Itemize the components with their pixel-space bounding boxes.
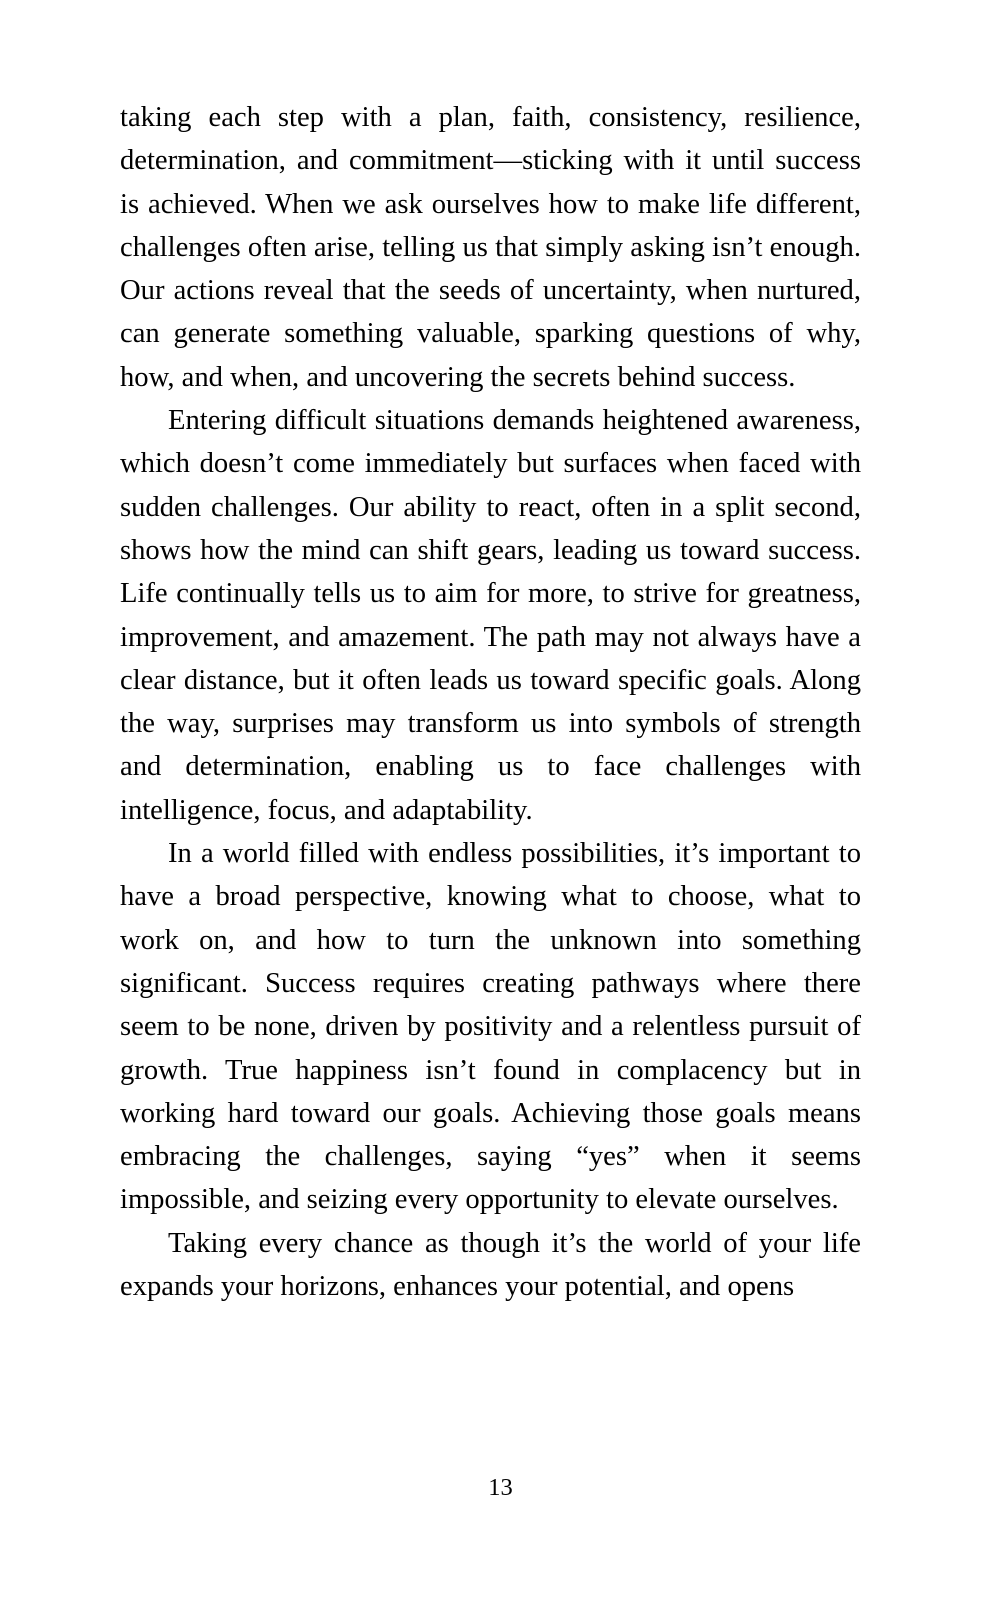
paragraph-3: In a world filled with endless possibilities, it’s important to have a broad perspective, knowing what to choose, what to work on, and how to turn the unknown into something significant. Success requires creating pathways where there seem to be none, driven by positivity and a relentless pursuit of growth. True happiness isn’t found in complacency but in working hard toward our goals. Achieving those goals means embracing the challenges, saying “yes” when it seems impossible, and seizing every opportunity to elevate ourselves.	[120, 838, 861, 1216]
body-text-column	[120, 96, 861, 1308]
paragraph-continuation: taking each step with a plan, faith, consistency, resilience, determination, and commitment—sticking with it until success is achieved. When we ask ourselves how to make life different, challenges often arise, telling us that simply asking isn’t enough. Our actions reveal that the seeds of uncertainty, when nurtured, can generate something valuable, sparking questions of why, how, and when, and uncovering the secrets behind success.	[120, 102, 861, 393]
paragraph-4: Taking every chance as though it’s the world of your life expands your horizons, enhances your potential, and opens	[120, 1227, 861, 1303]
page-number: 13	[488, 1474, 513, 1501]
paragraph-2: Entering difficult situations demands heightened awareness, which doesn’t come immediately but surfaces when faced with sudden challenges. Our ability to react, often in a split second, shows how the mind can shift gears, leading us toward success. Life continually tells us to aim for more, to strive for greatness, improvement, and amazement. The path may not always have a clear distance, but it often leads us toward specific goals. Along the way, surprises may transform us into symbols of strength and determination, enabling us to face challenges with intelligence, focus, and adaptability.	[120, 405, 861, 826]
